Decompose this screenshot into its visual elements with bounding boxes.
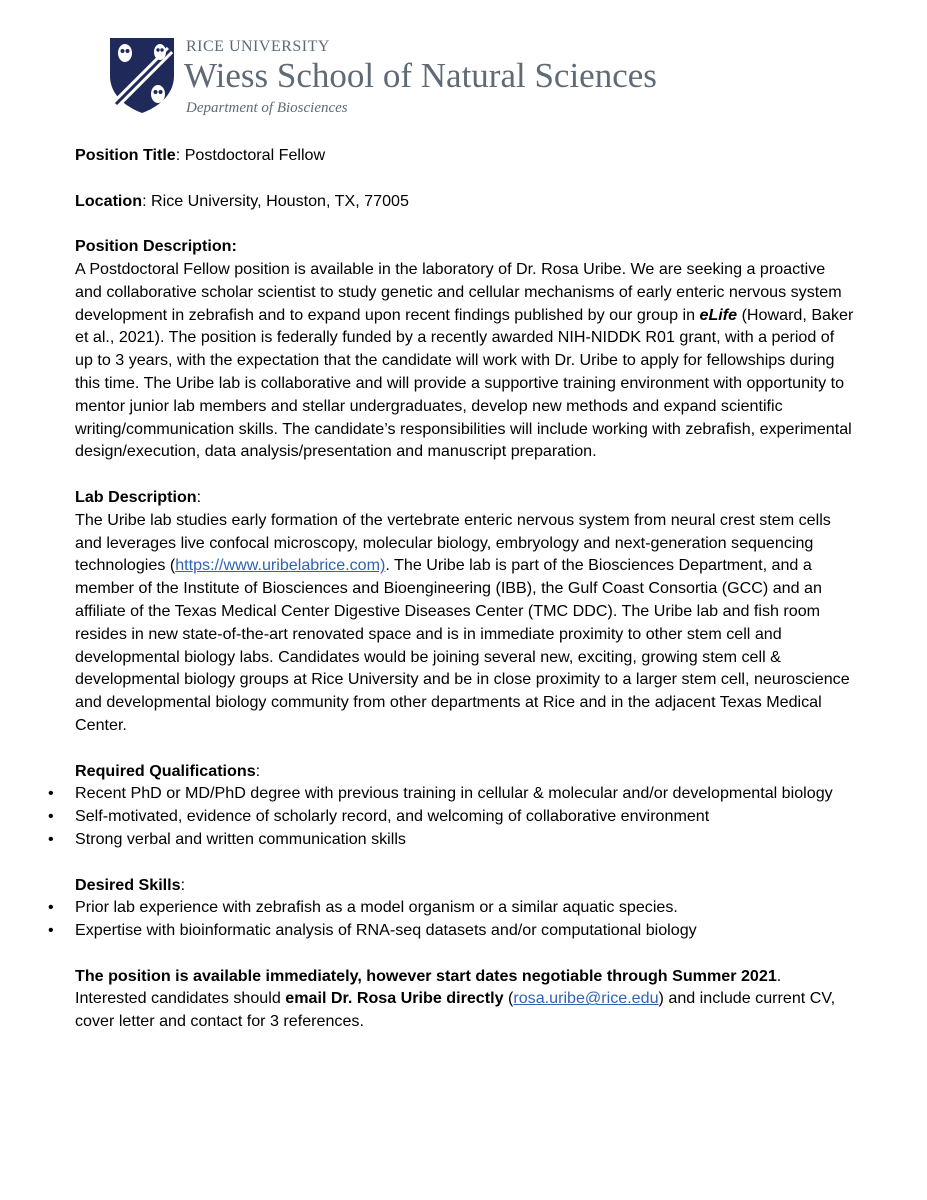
journal-name: eLife [699, 305, 738, 324]
bullet-icon: • [48, 829, 54, 848]
bullet-icon: • [48, 784, 54, 803]
required-qualifications-list [48, 782, 855, 850]
position-title-line [75, 144, 855, 167]
availability-statement: The position is available immediately, however start dates negotiable through Summer 2021 [75, 966, 777, 985]
position-description-heading: Position Description: [75, 237, 237, 256]
list-item: • Self-motivated, evidence of scholarly record, and welcoming of collaborative environment [75, 805, 855, 828]
list-item: • Expertise with bioinformatic analysis of RNA-seq datasets and/or computational biology [75, 919, 855, 942]
location-line [75, 190, 855, 213]
required-qualifications-heading-line: Required Qualifications: [75, 761, 261, 780]
location-label: Location [75, 191, 143, 210]
lab-description-heading: Lab Description [75, 487, 197, 506]
bullet-icon: • [48, 921, 54, 940]
lab-description-heading-line: Lab Description: [75, 487, 202, 506]
contact-instruction: email Dr. Rosa Uribe directly [285, 989, 504, 1008]
position-title-value: : Postdoctoral Fellow [175, 146, 326, 164]
desired-skills-heading: Desired Skills [75, 875, 181, 894]
lab-website-link[interactable]: https://www.uribelabrice.com) [175, 556, 386, 575]
closing-paragraph: The position is available immediately, however start dates negotiable through Summer 2021. Interested candidates should email Dr. Rosa Uribe directly (rosa.uribe@rice.edu) and include current CV, cover letter and contact for 3 references. [75, 966, 836, 1031]
bullet-icon: • [48, 898, 54, 917]
contact-email-link[interactable]: rosa.uribe@rice.edu [513, 989, 659, 1008]
school-name: Wiess School of Natural Sciences [184, 56, 657, 95]
department-name: Department of Biosciences [186, 100, 348, 116]
letterhead [108, 30, 748, 125]
required-qualifications-heading: Required Qualifications [75, 761, 256, 780]
rice-shield-logo-icon [108, 36, 176, 114]
location-value: : Rice University, Houston, TX, 77005 [142, 191, 409, 210]
position-description-text: A Postdoctoral Fellow position is available in the laboratory of Dr. Rosa Uribe. We are seeking a proactive and collaborative scholar scientist to study genetic and cellular mechanisms of early enteric nervous system development in zebrafish and to expand upon recent findings published by our group in eLife (Howard, Baker et al., 2021). The position is federally funded by a recently awarded NIH-NIDDK R01 grant, with a period of up to 3 years, with the expectation that the candidate will work with Dr. Uribe to apply for fellowships during this time. The Uribe lab is collaborative and will provide a supportive training environment with opportunity to mentor junior lab members and stellar undergraduates, develop new methods and expand scientific writing/communication skills. The candidate’s responsibilities will include working with zebrafish, experimental design/execution, data analysis/presentation and manuscript preparation. [75, 259, 854, 461]
desired-skills-list [48, 896, 855, 942]
desired-skills-heading-line: Desired Skills: [75, 875, 186, 894]
job-posting-body [48, 144, 855, 1033]
list-item: • Strong verbal and written communication skills [75, 828, 855, 851]
lab-description-text: The Uribe lab studies early formation of the vertebrate enteric nervous system from neural crest stem cells and leverages live confocal microscopy, molecular biology, embryology and next-generation sequencing technologies (https://www.uribelabrice.com). The Uribe lab is part of the Biosciences Department, and a member of the Institute of Biosciences and Bioengineering (IBB), the Gulf Coast Consortia (GCC) and an affiliate of the Texas Medical Center Digestive Diseases Center (TMC DDC). The Uribe lab and fish room resides in new state-of-the-art renovated space and is in immediate proximity to other stem cell and developmental biology labs. Candidates would be joining several new, exciting, growing stem cell & developmental biology groups at Rice University and be in close proximity to a larger stem cell, neuroscience and developmental biology community from other departments at Rice and in the adjacent Texas Medical Center. [75, 510, 850, 734]
list-item: • Recent PhD or MD/PhD degree with previous training in cellular & molecular and/or developmental biology [75, 782, 855, 805]
university-name: RICE UNIVERSITY [186, 38, 330, 55]
list-item: • Prior lab experience with zebrafish as a model organism or a similar aquatic species. [75, 896, 855, 919]
position-title-label: Position Title [75, 146, 176, 164]
bullet-icon: • [48, 807, 54, 826]
